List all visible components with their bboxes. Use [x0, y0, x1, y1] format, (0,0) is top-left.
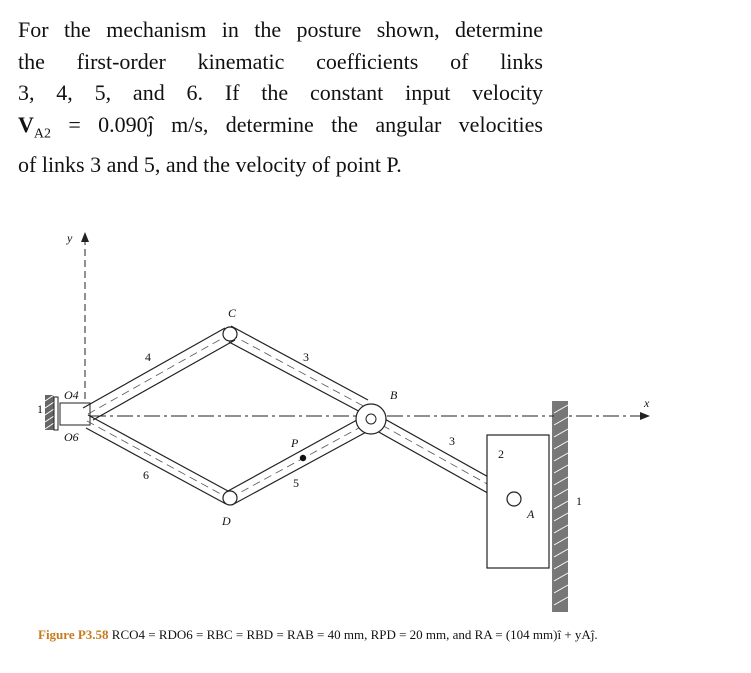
problem-line-1: For the mechanism in the posture shown, determine: [18, 17, 543, 42]
x-axis-arrow-icon: [640, 412, 650, 420]
joint-d-pin: [223, 491, 237, 505]
problem-line-2: the first-order kinematic coefficients of links: [18, 48, 543, 74]
pivot-o6-label: O6: [64, 430, 79, 444]
link-4-label: 4: [145, 350, 151, 364]
joint-b-pin: [366, 414, 376, 424]
point-b-label: B: [390, 388, 398, 402]
right-ground-label: 1: [576, 494, 582, 508]
point-c-label: C: [228, 306, 237, 320]
velocity-symbol: V: [18, 111, 34, 137]
mechanism-diagram: [0, 215, 751, 625]
link-3-upper: [229, 326, 368, 415]
link-3-upper-label: 3: [303, 350, 309, 364]
problem-line-5: of links 3 and 5, and the velocity of point P.: [18, 152, 402, 178]
link-3-lower-label: 3: [449, 434, 455, 448]
link-4: [83, 328, 235, 420]
problem-line-3: 3, 4, 5, and 6. If the constant input velocity: [18, 80, 543, 105]
y-axis-arrow-icon: [81, 232, 89, 242]
mechanism-figure: [0, 215, 751, 625]
link-5-label: 5: [293, 476, 299, 490]
problem-line-4: [18, 109, 543, 150]
velocity-equation: = 0.090ĵ m/s, determine the angular velocities: [51, 111, 543, 137]
left-ground-label: 1: [37, 402, 43, 416]
point-p-marker: [300, 455, 306, 461]
joint-c-pin: [223, 327, 237, 341]
problem-statement: [18, 14, 543, 181]
point-a-label: A: [527, 507, 535, 521]
point-p-label: P: [291, 436, 299, 450]
figure-caption: [38, 627, 598, 643]
y-axis-label: y: [67, 231, 73, 245]
link-2-label: 2: [498, 447, 504, 461]
pivot-o4-label: O4: [64, 388, 79, 402]
left-ground-plate: [54, 397, 58, 430]
figure-caption-label: Figure P3.58: [38, 627, 109, 642]
joint-a-pin: [507, 492, 521, 506]
velocity-subscript: A2: [33, 125, 52, 141]
x-axis-label: x: [644, 396, 650, 410]
link-6-label: 6: [143, 468, 149, 482]
link-6: [86, 415, 228, 504]
point-d-label: D: [222, 514, 231, 528]
figure-caption-text: RCO4 = RDO6 = RBC = RBD = RAB = 40 mm, RPD = 20 mm, and RA = (104 mm)î + yAĵ.: [108, 627, 598, 642]
link-5: [228, 415, 370, 505]
